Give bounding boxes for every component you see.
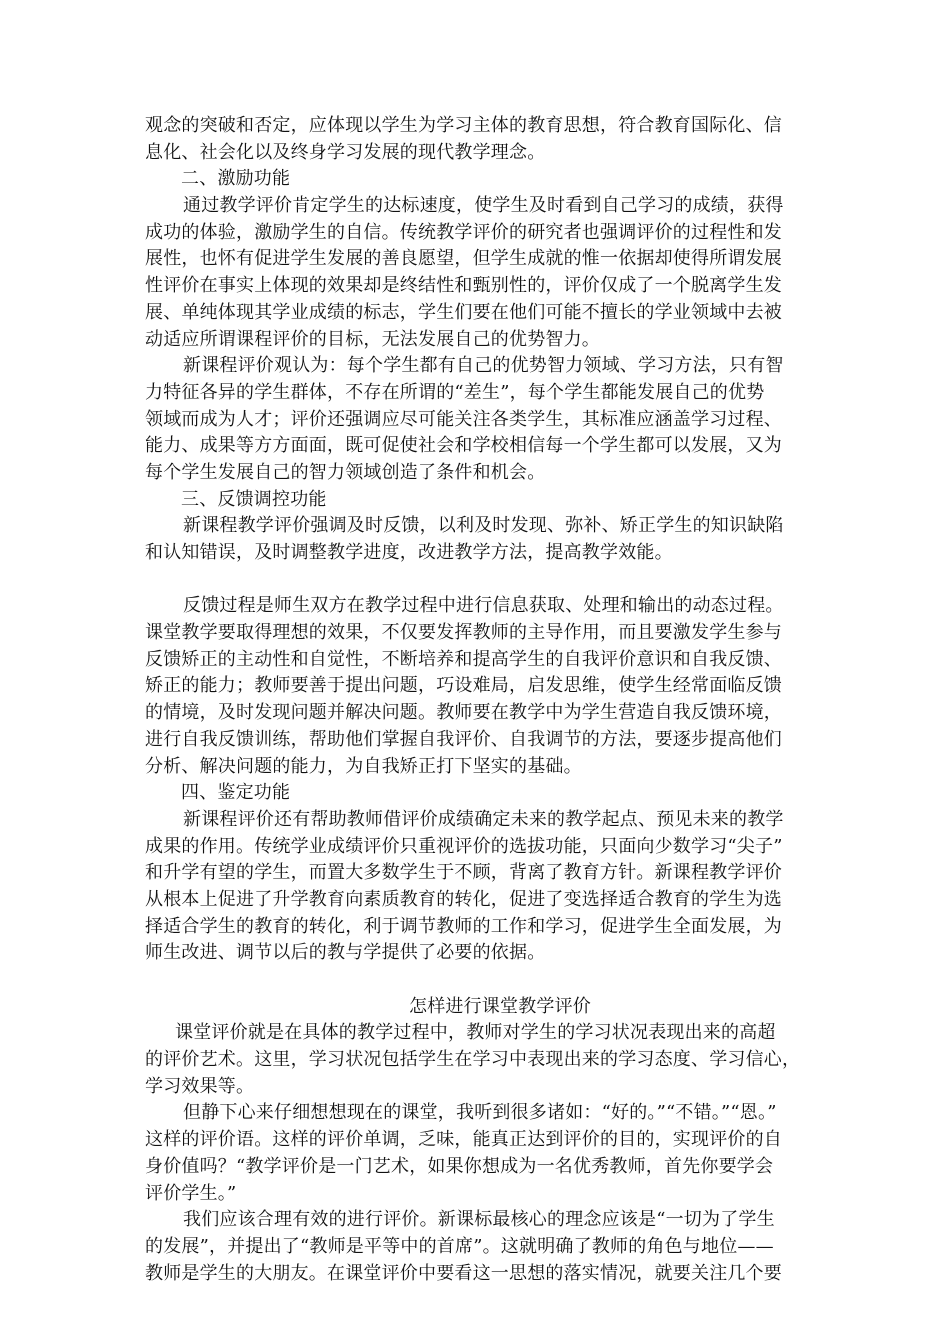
section-title: 怎样进行课堂教学评价 — [409, 995, 591, 1017]
section-heading: 四、鉴定功能 — [181, 782, 291, 804]
text-line: 但静下心来仔细想想现在的课堂，我听到很多诸如：“好的。”“不错。”“恩。” — [183, 1102, 777, 1124]
text-line: 反馈矫正的主动性和自觉性，不断培养和提高学生的自我评价意识和自我反馈、 — [145, 648, 782, 670]
text-line: 性评价在事实上体现的效果却是终结性和甄别性的，评价仅成了一个脱离学生发 — [145, 275, 782, 297]
text-line: 师生改进、调节以后的教与学提供了必要的依据。 — [145, 942, 546, 964]
text-line: 新课程教学评价强调及时反馈，以利及时发现、弥补、矫正学生的知识缺陷 — [183, 515, 784, 537]
text-line: 展性，也怀有促进学生发展的善良愿望，但学生成就的惟一依据却使得所谓发展 — [145, 248, 782, 270]
text-line: 展、单纯体现其学业成绩的标志，学生们要在他们可能不擅长的学业领域中去被 — [145, 301, 782, 323]
text-line: 动适应所谓课程评价的目标，无法发展自己的优势智力。 — [145, 328, 600, 350]
text-line: 课堂评价就是在具体的教学过程中，教师对学生的学习状况表现出来的高超 — [175, 1022, 776, 1044]
text-line: 身价值吗？“教学评价是一门艺术，如果你想成为一名优秀教师，首先你要学会 — [145, 1155, 774, 1177]
text-line: 学习效果等。 — [145, 1075, 255, 1097]
text-line: 和升学有望的学生，而置大多数学生于不顾，背离了教育方针。新课程教学评价 — [145, 862, 782, 884]
text-line: 新课程评价还有帮助教师借评价成绩确定未来的教学起点、预见未来的教学 — [183, 808, 784, 830]
text-line: 矫正的能力；教师要善于提出问题，巧设难局，启发思维，使学生经常面临反馈 — [145, 675, 782, 697]
text-line: 通过教学评价肯定学生的达标速度，使学生及时看到自己学习的成绩，获得 — [183, 195, 784, 217]
text-line: 反馈过程是师生双方在教学过程中进行信息获取、处理和输出的动态过程。 — [183, 595, 784, 617]
text-line: 的发展”，并提出了“教师是平等中的首席”。这就明确了教师的角色与地位—— — [145, 1235, 774, 1257]
text-line: 分析、解决问题的能力，为自我矫正打下坚实的基础。 — [145, 755, 582, 777]
text-line: 择适合学生的教育的转化，利于调节教师的工作和学习，促进学生全面发展，为 — [145, 915, 782, 937]
paragraph-gap — [145, 567, 815, 594]
text-line: 成果的作用。传统学业成绩评价只重视评价的选拔功能，只面向少数学习“尖子” — [145, 835, 783, 857]
section-heading: 二、激励功能 — [181, 168, 291, 190]
text-line: 这样的评价语。这样的评价单调，乏味，能真正达到评价的目的，实现评价的自 — [145, 1129, 782, 1151]
text-line: 教师是学生的大朋友。在课堂评价中要看这一思想的落实情况，就要关注几个要 — [145, 1262, 782, 1284]
section-heading: 三、反馈调控功能 — [181, 488, 327, 510]
document-body — [145, 113, 815, 1287]
text-line: 课堂教学要取得理想的效果，不仅要发挥教师的主导作用，而且要激发学生参与 — [145, 622, 782, 644]
text-line: 从根本上促进了升学教育向素质教育的转化，促进了变选择适合教育的学生为选 — [145, 888, 782, 910]
text-line: 每个学生发展自己的智力领域创造了条件和机会。 — [145, 461, 546, 483]
text-line: 成功的体验，激励学生的自信。传统教学评价的研究者也强调评价的过程性和发 — [145, 221, 782, 243]
text-line: 的评价艺术。这里，学习状况包括学生在学习中表现出来的学习态度、学习信心， — [145, 1049, 801, 1071]
text-line: 息化、社会化以及终身学习发展的现代教学理念。 — [145, 141, 546, 163]
text-line: 我们应该合理有效的进行评价。新课标最核心的理念应该是“一切为了学生 — [183, 1209, 775, 1231]
text-line: 领域而成为人才；评价还强调应尽可能关注各类学生，其标准应涵盖学习过程、 — [145, 408, 782, 430]
text-line: 能力、成果等方方面面，既可促使社会和学校相信每一个学生都可以发展，又为 — [145, 435, 782, 457]
text-line: 力特征各异的学生群体，不存在所谓的“差生”，每个学生都能发展自己的优势 — [145, 381, 765, 403]
text-line: 和认知错误，及时调整教学进度，改进教学方法，提高教学效能。 — [145, 542, 673, 563]
text-line: 新课程评价观认为：每个学生都有自己的优势智力领域、学习方法，只有智 — [183, 355, 784, 377]
text-line: 观念的突破和否定，应体现以学生为学习主体的教育思想，符合教育国际化、信 — [145, 115, 782, 136]
text-line: 的情境，及时发现问题并解决问题。教师要在教学中为学生营造自我反馈环境， — [145, 702, 782, 724]
text-line: 进行自我反馈训练，帮助他们掌握自我评价、自我调节的方法，要逐步提高他们 — [145, 728, 782, 750]
text-line: 评价学生。” — [145, 1182, 237, 1204]
paragraph-gap — [145, 967, 815, 994]
